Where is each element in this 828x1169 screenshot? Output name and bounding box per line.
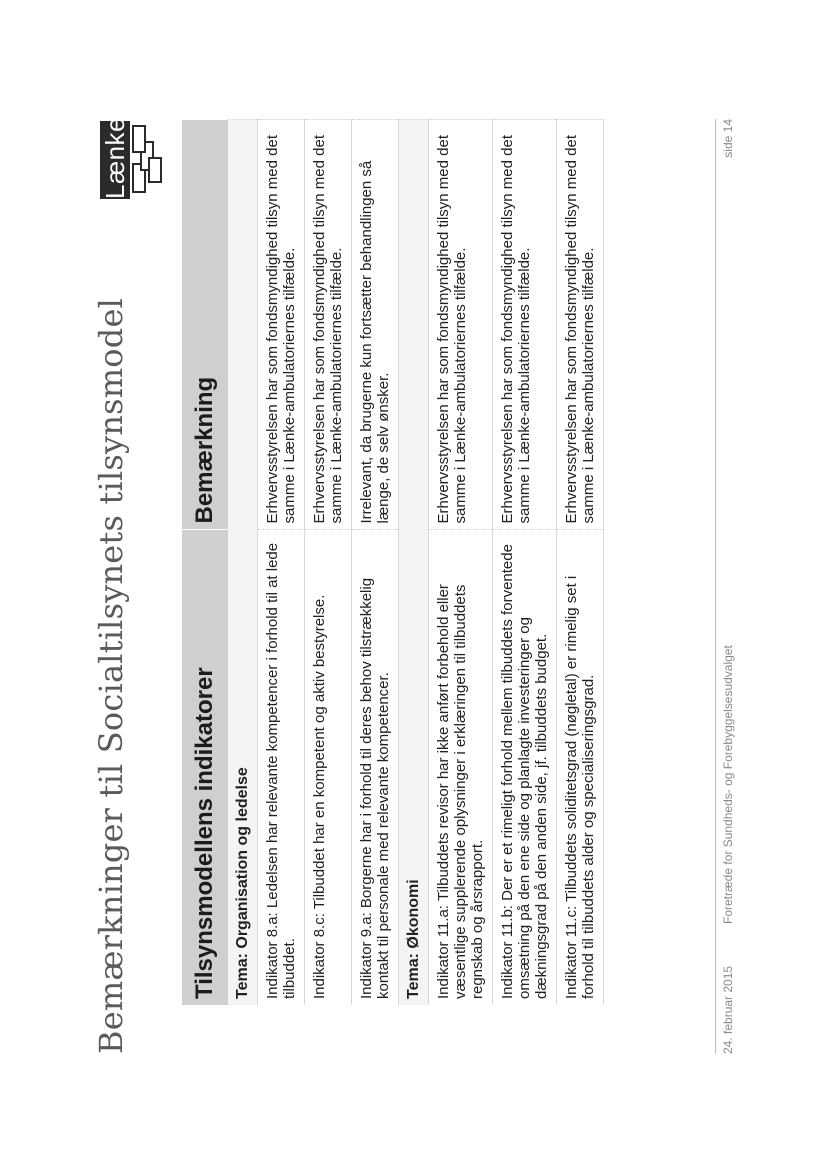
theme-label: Tema: Organisation og ledelse xyxy=(228,120,258,1005)
indicator-cell: Indikator 8.c: Tilbuddet har en kompetent og aktiv bestyrelse. xyxy=(305,530,352,1005)
remark-cell: Erhvervsstyrelsen har som fondsmyndighed tilsyn med det samme i Lænke-ambulatoriernes tilfælde. xyxy=(305,120,352,530)
table-row xyxy=(429,120,493,1005)
column-header-remark: Bemærkning xyxy=(182,120,228,530)
remark-cell: Erhvervsstyrelsen har som fondsmyndighed tilsyn med det samme i Lænke-ambulatoriernes tilfælde. xyxy=(429,120,493,530)
indicator-cell: Indikator 8.a: Ledelsen har relevante kompetencer i forhold til at lede tilbuddet. xyxy=(258,530,305,1005)
table-header-row xyxy=(182,120,228,1005)
indicator-table xyxy=(182,120,604,1006)
table-row xyxy=(493,120,557,1005)
indicator-cell: Indikator 11.b: Der er et rimeligt forhold mellem tilbuddets forventede omsætning på den ene side og planlagte investeringer og dækningsgrad på den anden side, jf. tilbuddets budget. xyxy=(493,530,557,1005)
theme-row xyxy=(228,120,258,1005)
slide-title: Bemærkninger til Socialtilsynets tilsynsmodel xyxy=(92,297,130,1054)
footer-organization: Foretræde for Sundheds- og Forebyggelsesudvalget xyxy=(721,645,735,924)
logo-wordmark: Lænken xyxy=(100,102,130,199)
theme-row xyxy=(399,120,429,1005)
theme-label: Tema: Økonomi xyxy=(399,120,429,1005)
remark-cell: Erhvervsstyrelsen har som fondsmyndighed tilsyn med det samme i Lænke-ambulatoriernes tilfælde. xyxy=(493,120,557,530)
page-number: side 14 xyxy=(721,119,735,158)
table-row xyxy=(352,120,399,1005)
remark-cell: Erhvervsstyrelsen har som fondsmyndighed tilsyn med det samme i Lænke-ambulatoriernes tilfælde. xyxy=(557,120,604,530)
indicator-cell: Indikator 11.a: Tilbuddets revisor har ikke anført forbehold eller væsentlige supplerende oplysninger i erklæringen til tilbuddets regnskab og årsrapport. xyxy=(429,530,493,1005)
footer-date: 24. februar 2015 xyxy=(721,965,735,1054)
column-header-indicators: Tilsynsmodellens indikatorer xyxy=(182,530,228,1005)
indicator-cell: Indikator 9.a: Borgerne har i forhold til deres behov tilstrækkelig kontakt til personale med relevante kompetencer. xyxy=(352,530,399,1005)
laenken-logo xyxy=(100,102,164,199)
table-row xyxy=(258,120,305,1005)
footer-divider xyxy=(715,119,716,1054)
indicator-cell: Indikator 11.c: Tilbuddets soliditetsgrad (nøgletal) er rimelig set i forhold til tilbuddets alder og specialiseringsgrad. xyxy=(557,530,604,1005)
remark-cell: Erhvervsstyrelsen har som fondsmyndighed tilsyn med det samme i Lænke-ambulatoriernes tilfælde. xyxy=(258,120,305,530)
table-row xyxy=(305,120,352,1005)
table-row xyxy=(557,120,604,1005)
logo-boxes-icon xyxy=(132,123,162,193)
remark-cell: Irrelevant, da brugerne kun fortsætter behandlingen så længe, de selv ønsker. xyxy=(352,120,399,530)
